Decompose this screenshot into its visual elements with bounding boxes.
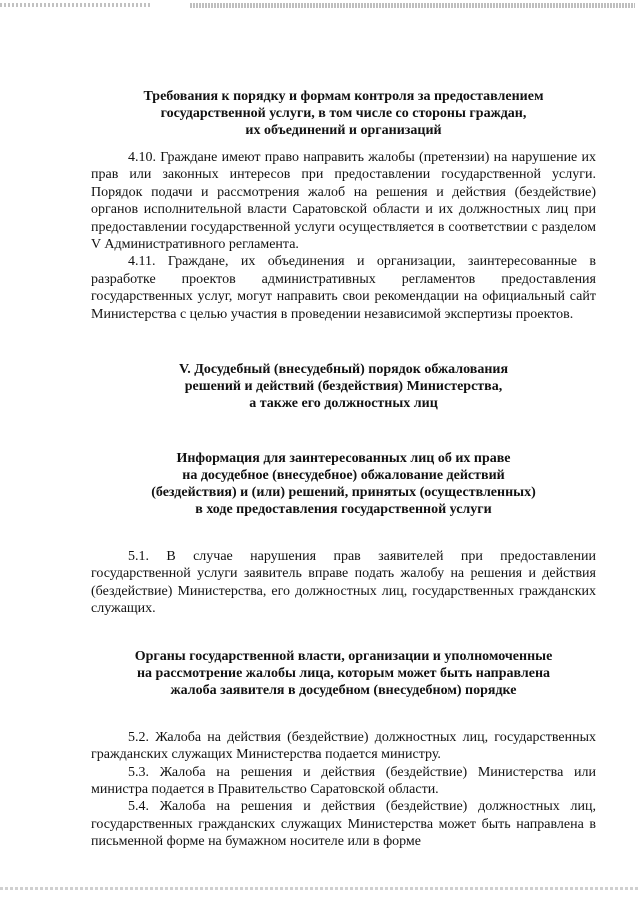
spacer bbox=[91, 412, 596, 450]
heading-line: их объединений и организаций bbox=[245, 123, 442, 138]
spacer bbox=[91, 323, 596, 361]
heading-info-rights bbox=[91, 450, 596, 518]
document-body bbox=[91, 88, 596, 851]
heading-line: на рассмотрение жалобы лица, которым может быть направлена bbox=[136, 665, 551, 681]
heading-line: а также его должностных лиц bbox=[249, 396, 438, 412]
heading-line: V. Досудебный (внесудебный) порядок обжалования bbox=[178, 362, 509, 378]
heading-line: решений и действий (бездействия) Министерства, bbox=[184, 379, 503, 395]
heading-organs bbox=[91, 648, 596, 699]
paragraph-4-10: 4.10. Граждане имеют право направить жалобы (претензии) на нарушение их прав или законных интересов при предоставлении государственной услуги. Порядок подачи и рассмотрения жалоб на решения и действия (бездействие) органов исполнительной власти Саратовской области и их должностных лиц при предоставлении государственной услуги осуществляется в соответствии с разделом V Административного регламента. bbox=[91, 150, 596, 253]
spacer bbox=[91, 518, 596, 548]
heading-line: (бездействия) и (или) решений, принятых (осуществленных) bbox=[151, 485, 536, 501]
paragraph-5-2: 5.2. Жалоба на действия (бездействие) должностных лиц, государственных гражданских служащих Министерства подается министру. bbox=[91, 729, 596, 763]
heading-line: Требования к порядку и формам контроля за предоставлением bbox=[143, 89, 544, 104]
scan-artifact-top-right bbox=[190, 3, 635, 8]
scan-artifact-top-left bbox=[0, 3, 150, 7]
scan-artifact-bottom bbox=[0, 887, 640, 890]
spacer bbox=[91, 139, 596, 149]
heading-line: в ходе предоставления государственной услуги bbox=[195, 502, 492, 518]
heading-line: государственной услуги, в том числе со стороны граждан, bbox=[160, 106, 527, 121]
heading-line: жалоба заявителя в досудебном (внесудебном) порядке bbox=[170, 682, 517, 698]
heading-section-v bbox=[91, 361, 596, 412]
paragraph-5-4: 5.4. Жалоба на решения и действия (бездействие) должностных лиц, государственных гражданских служащих Министерства может быть направлена в письменной форме на бумажном носителе или в форме bbox=[91, 799, 596, 850]
paragraph-5-1: 5.1. В случае нарушения прав заявителей при предоставлении государственной услуги заявитель вправе подать жалобу на решения и действия (бездействие) Министерства, его должностных лиц, государственных гражданских служащих. bbox=[91, 549, 596, 617]
heading-line: Органы государственной власти, организации и уполномоченные bbox=[134, 648, 553, 664]
heading-line: на досудебное (внесудебное) обжалование действий bbox=[182, 468, 505, 484]
spacer bbox=[91, 618, 596, 648]
heading-control-requirements bbox=[91, 88, 596, 139]
spacer bbox=[91, 699, 596, 729]
paragraph-5-3: 5.3. Жалоба на решения и действия (бездействие) Министерства или министра подается в Правительство Саратовской области. bbox=[91, 764, 596, 797]
heading-line: Информация для заинтересованных лиц об их праве bbox=[176, 451, 511, 467]
paragraph-4-11: 4.11. Граждане, их объединения и организации, заинтересованные в разработке проектов административных регламентов предоставления государственных услуг, могут направить свои рекомендации на официальный сайт Министерства с целью участия в проведении независимой экспертизы проектов. bbox=[91, 254, 596, 322]
